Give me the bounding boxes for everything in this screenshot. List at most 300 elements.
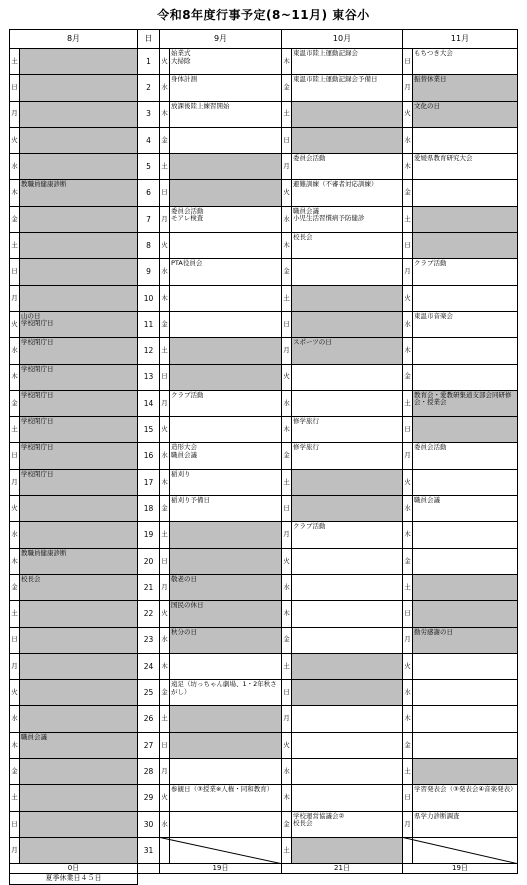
weekday-nov xyxy=(403,837,413,863)
weekday-oct: 日 xyxy=(282,496,292,522)
weekday-oct: 火 xyxy=(282,732,292,758)
event-aug xyxy=(20,311,138,337)
weekday-sep: 月 xyxy=(160,574,170,600)
event-sep xyxy=(170,49,282,75)
event-aug xyxy=(20,548,138,574)
event-nov xyxy=(413,680,518,706)
event-nov xyxy=(413,785,518,811)
weekday-sep: 土 xyxy=(160,338,170,364)
day-row xyxy=(10,206,518,232)
weekday-nov: 火 xyxy=(403,101,413,127)
event-text: 敬老の日 xyxy=(171,574,197,583)
weekday-nov: 土 xyxy=(403,390,413,416)
event-nov xyxy=(413,180,518,206)
weekday-aug: 月 xyxy=(10,469,20,495)
event-sep xyxy=(170,285,282,311)
event-text: 委員会活動 xyxy=(293,154,326,163)
event-text: 学校閉庁日 xyxy=(21,364,54,373)
weekday-oct: 木 xyxy=(282,233,292,259)
weekday-aug: 火 xyxy=(10,311,20,337)
event-oct xyxy=(292,443,403,469)
event-nov xyxy=(413,627,518,653)
day-row xyxy=(10,653,518,679)
event-aug xyxy=(20,417,138,443)
event-text: 文化の日 xyxy=(414,101,440,110)
day-row xyxy=(10,259,518,285)
weekday-sep: 木 xyxy=(160,285,170,311)
event-text: 県学力診断調査 xyxy=(414,811,460,820)
event-nov xyxy=(413,759,518,785)
event-oct xyxy=(292,680,403,706)
weekday-aug: 月 xyxy=(10,837,20,863)
day-number: 23 xyxy=(138,627,160,653)
day-row xyxy=(10,75,518,101)
event-text: 校長会 xyxy=(21,574,41,583)
event-aug xyxy=(20,627,138,653)
day-number: 31 xyxy=(138,837,160,863)
weekday-oct: 水 xyxy=(282,574,292,600)
event-sep xyxy=(170,417,282,443)
event-oct xyxy=(292,49,403,75)
weekday-nov: 火 xyxy=(403,469,413,495)
weekday-oct: 日 xyxy=(282,311,292,337)
event-aug xyxy=(20,601,138,627)
event-nov xyxy=(413,496,518,522)
weekday-sep: 火 xyxy=(160,417,170,443)
event-oct xyxy=(292,311,403,337)
day-number: 29 xyxy=(138,785,160,811)
weekday-aug: 金 xyxy=(10,390,20,416)
event-sep xyxy=(170,311,282,337)
weekday-nov: 金 xyxy=(403,732,413,758)
weekday-oct: 土 xyxy=(282,653,292,679)
weekday-nov: 日 xyxy=(403,601,413,627)
weekday-oct: 日 xyxy=(282,127,292,153)
weekday-aug: 土 xyxy=(10,49,20,75)
total-nov: 19日 xyxy=(403,864,518,874)
weekday-sep: 月 xyxy=(160,206,170,232)
event-nov xyxy=(413,338,518,364)
event-sep xyxy=(170,206,282,232)
day-row xyxy=(10,285,518,311)
event-sep xyxy=(170,759,282,785)
weekday-aug: 火 xyxy=(10,496,20,522)
weekday-sep: 土 xyxy=(160,154,170,180)
event-text: 稲刈り予備日 xyxy=(171,496,210,505)
event-sep xyxy=(170,574,282,600)
event-sep xyxy=(170,522,282,548)
event-text: 教育会・愛教研集道支部会同研修会・授業会 xyxy=(414,390,512,407)
event-nov xyxy=(413,285,518,311)
weekday-oct: 火 xyxy=(282,364,292,390)
event-aug xyxy=(20,127,138,153)
event-sep xyxy=(170,259,282,285)
day-row xyxy=(10,127,518,153)
event-text: 始業式 大掃除 xyxy=(171,49,191,65)
weekday-nov: 月 xyxy=(403,443,413,469)
event-sep xyxy=(170,653,282,679)
day-row xyxy=(10,759,518,785)
weekday-sep: 日 xyxy=(160,548,170,574)
day-row xyxy=(10,417,518,443)
weekday-nov: 木 xyxy=(403,706,413,732)
weekday-nov: 日 xyxy=(403,417,413,443)
weekday-nov: 火 xyxy=(403,653,413,679)
event-oct xyxy=(292,627,403,653)
weekday-oct: 金 xyxy=(282,627,292,653)
event-sep xyxy=(170,680,282,706)
weekday-nov: 月 xyxy=(403,259,413,285)
note-spacer xyxy=(138,874,518,885)
weekday-sep: 火 xyxy=(160,233,170,259)
weekday-nov: 土 xyxy=(403,574,413,600)
weekday-oct: 木 xyxy=(282,785,292,811)
weekday-sep: 金 xyxy=(160,496,170,522)
event-oct xyxy=(292,233,403,259)
event-aug xyxy=(20,285,138,311)
event-sep xyxy=(170,101,282,127)
weekday-nov: 木 xyxy=(403,338,413,364)
weekday-sep: 木 xyxy=(160,101,170,127)
event-nov xyxy=(413,469,518,495)
weekday-nov: 月 xyxy=(403,75,413,101)
weekday-nov: 日 xyxy=(403,49,413,75)
event-text: 愛媛県教育研究大会 xyxy=(414,154,473,163)
page-title: 令和8年度行事予定(8~11月) 東谷小 xyxy=(157,8,370,22)
weekday-nov: 水 xyxy=(403,680,413,706)
weekday-sep: 日 xyxy=(160,732,170,758)
event-text: 参観日（③授業※人権・同和教育） xyxy=(171,785,274,794)
totals-row xyxy=(10,864,518,874)
day-number: 16 xyxy=(138,443,160,469)
event-aug xyxy=(20,443,138,469)
weekday-aug: 土 xyxy=(10,417,20,443)
weekday-sep: 水 xyxy=(160,811,170,837)
weekday-aug: 土 xyxy=(10,233,20,259)
event-nov xyxy=(413,233,518,259)
weekday-oct: 月 xyxy=(282,338,292,364)
weekday-sep: 金 xyxy=(160,311,170,337)
weekday-aug: 火 xyxy=(10,680,20,706)
weekday-nov: 月 xyxy=(403,627,413,653)
weekday-nov: 土 xyxy=(403,206,413,232)
weekday-oct: 水 xyxy=(282,759,292,785)
event-aug xyxy=(20,522,138,548)
day-number: 18 xyxy=(138,496,160,522)
weekday-aug: 金 xyxy=(10,206,20,232)
weekday-oct: 火 xyxy=(282,180,292,206)
weekday-aug: 月 xyxy=(10,101,20,127)
event-aug xyxy=(20,574,138,600)
schedule-table xyxy=(9,29,518,885)
event-nov xyxy=(413,706,518,732)
event-oct xyxy=(292,469,403,495)
event-aug xyxy=(20,653,138,679)
event-oct xyxy=(292,522,403,548)
event-text: 修学旅行 xyxy=(293,443,319,452)
day-number: 26 xyxy=(138,706,160,732)
event-aug xyxy=(20,180,138,206)
total-aug: 0日 xyxy=(10,864,138,874)
weekday-oct: 土 xyxy=(282,837,292,863)
weekday-oct: 木 xyxy=(282,601,292,627)
event-text: 教職員健康診断 xyxy=(21,180,67,189)
event-text: クラブ活動 xyxy=(414,259,447,268)
event-aug xyxy=(20,364,138,390)
day-number: 14 xyxy=(138,390,160,416)
event-oct xyxy=(292,759,403,785)
event-oct xyxy=(292,206,403,232)
weekday-aug: 日 xyxy=(10,259,20,285)
event-sep xyxy=(170,601,282,627)
event-oct xyxy=(292,811,403,837)
weekday-oct: 土 xyxy=(282,469,292,495)
weekday-oct: 月 xyxy=(282,154,292,180)
event-aug xyxy=(20,390,138,416)
event-nov xyxy=(413,443,518,469)
event-nov xyxy=(413,574,518,600)
event-text: 勤労感謝の日 xyxy=(414,627,453,636)
weekday-oct: 火 xyxy=(282,548,292,574)
weekday-oct: 金 xyxy=(282,259,292,285)
day-number: 17 xyxy=(138,469,160,495)
event-text: 稲刈り xyxy=(171,469,191,478)
day-row xyxy=(10,785,518,811)
event-sep xyxy=(170,443,282,469)
weekday-aug: 月 xyxy=(10,653,20,679)
event-aug xyxy=(20,785,138,811)
header-september: 9月 xyxy=(160,30,282,49)
weekday-sep: 土 xyxy=(160,522,170,548)
day-row xyxy=(10,180,518,206)
event-text: 身体計測 xyxy=(171,75,197,84)
event-nov xyxy=(413,49,518,75)
event-nov xyxy=(413,311,518,337)
event-oct xyxy=(292,837,403,863)
day-number: 11 xyxy=(138,311,160,337)
event-text: 委員会活動 xyxy=(414,443,447,452)
day-row xyxy=(10,601,518,627)
day-number: 28 xyxy=(138,759,160,785)
event-aug xyxy=(20,101,138,127)
weekday-sep: 土 xyxy=(160,706,170,732)
day-row xyxy=(10,233,518,259)
day-number: 1 xyxy=(138,49,160,75)
day-row xyxy=(10,522,518,548)
event-nov xyxy=(413,417,518,443)
weekday-aug: 木 xyxy=(10,732,20,758)
event-nov xyxy=(413,732,518,758)
event-sep xyxy=(170,180,282,206)
day-number: 9 xyxy=(138,259,160,285)
event-oct xyxy=(292,601,403,627)
weekday-sep: 火 xyxy=(160,49,170,75)
day-row xyxy=(10,364,518,390)
event-oct xyxy=(292,259,403,285)
event-text: クラブ活動 xyxy=(293,522,326,531)
event-text: 職員会議 小児生活習慣病予防健診 xyxy=(293,206,365,223)
weekday-aug: 日 xyxy=(10,811,20,837)
event-nov xyxy=(413,390,518,416)
event-nov xyxy=(413,837,518,863)
event-sep xyxy=(170,390,282,416)
event-text: 修学旅行 xyxy=(293,417,319,426)
event-nov xyxy=(413,101,518,127)
event-aug xyxy=(20,233,138,259)
weekday-sep: 木 xyxy=(160,653,170,679)
event-sep xyxy=(170,837,282,863)
event-aug xyxy=(20,154,138,180)
event-aug xyxy=(20,259,138,285)
weekday-aug: 日 xyxy=(10,75,20,101)
weekday-oct: 水 xyxy=(282,206,292,232)
day-row xyxy=(10,469,518,495)
event-text: 委員会活動 モアレ検査 xyxy=(171,206,204,223)
event-text: 放課後陸上練習開始 xyxy=(171,101,230,110)
event-text: 東温市陸上運動記録会 xyxy=(293,49,358,57)
totals-spacer xyxy=(138,864,160,874)
event-sep xyxy=(170,75,282,101)
day-number: 2 xyxy=(138,75,160,101)
day-row xyxy=(10,732,518,758)
header-november: 11月 xyxy=(403,30,518,49)
weekday-sep: 日 xyxy=(160,364,170,390)
event-text: 校長会 xyxy=(293,233,313,242)
event-oct xyxy=(292,154,403,180)
weekday-nov: 金 xyxy=(403,180,413,206)
weekday-sep xyxy=(160,837,170,863)
day-row xyxy=(10,49,518,75)
event-text: 学校運営協議会② 校長会 xyxy=(293,811,345,828)
weekday-aug: 木 xyxy=(10,364,20,390)
weekday-nov: 木 xyxy=(403,154,413,180)
weekday-aug: 土 xyxy=(10,785,20,811)
header-day: 日 xyxy=(138,30,160,49)
event-oct xyxy=(292,732,403,758)
event-oct xyxy=(292,127,403,153)
day-number: 5 xyxy=(138,154,160,180)
event-oct xyxy=(292,653,403,679)
event-text: 教職員健康診断 xyxy=(21,548,67,557)
event-oct xyxy=(292,338,403,364)
day-number: 4 xyxy=(138,127,160,153)
day-number: 10 xyxy=(138,285,160,311)
event-nov xyxy=(413,259,518,285)
day-row xyxy=(10,706,518,732)
event-text: 山の日 学校閉庁日 xyxy=(21,311,54,328)
event-oct xyxy=(292,417,403,443)
event-sep xyxy=(170,469,282,495)
day-number: 7 xyxy=(138,206,160,232)
day-row xyxy=(10,101,518,127)
event-oct xyxy=(292,75,403,101)
day-number: 20 xyxy=(138,548,160,574)
event-nov xyxy=(413,653,518,679)
event-text: 学校閉庁日 xyxy=(21,417,54,426)
day-number: 13 xyxy=(138,364,160,390)
event-oct xyxy=(292,364,403,390)
day-number: 12 xyxy=(138,338,160,364)
weekday-aug: 日 xyxy=(10,627,20,653)
day-row xyxy=(10,680,518,706)
event-text: 国民の休日 xyxy=(171,601,204,610)
weekday-oct: 土 xyxy=(282,285,292,311)
weekday-nov: 水 xyxy=(403,311,413,337)
day-row xyxy=(10,390,518,416)
event-sep xyxy=(170,496,282,522)
event-text: 造形大会 職員会議 xyxy=(171,443,197,459)
event-nov xyxy=(413,548,518,574)
event-oct xyxy=(292,548,403,574)
event-nov xyxy=(413,601,518,627)
day-number: 25 xyxy=(138,680,160,706)
event-oct xyxy=(292,101,403,127)
event-oct xyxy=(292,496,403,522)
day-row xyxy=(10,311,518,337)
header-october: 10月 xyxy=(282,30,403,49)
day-number: 6 xyxy=(138,180,160,206)
event-oct xyxy=(292,785,403,811)
weekday-sep: 火 xyxy=(160,601,170,627)
weekday-aug: 土 xyxy=(10,601,20,627)
day-number: 27 xyxy=(138,732,160,758)
day-row xyxy=(10,443,518,469)
event-text: 学習発表会（③発表会④音楽発表） xyxy=(414,785,517,794)
event-nov xyxy=(413,154,518,180)
weekday-nov: 日 xyxy=(403,233,413,259)
weekday-oct: 水 xyxy=(282,390,292,416)
day-row xyxy=(10,154,518,180)
weekday-aug: 月 xyxy=(10,285,20,311)
day-number: 3 xyxy=(138,101,160,127)
event-nov xyxy=(413,811,518,837)
weekday-aug: 水 xyxy=(10,706,20,732)
weekday-sep: 日 xyxy=(160,180,170,206)
weekday-aug: 金 xyxy=(10,574,20,600)
event-text: 職員会議 xyxy=(21,732,47,741)
day-row xyxy=(10,837,518,863)
weekday-sep: 月 xyxy=(160,759,170,785)
weekday-aug: 水 xyxy=(10,338,20,364)
weekday-aug: 金 xyxy=(10,759,20,785)
event-aug xyxy=(20,49,138,75)
day-row xyxy=(10,496,518,522)
weekday-sep: 火 xyxy=(160,785,170,811)
weekday-nov: 木 xyxy=(403,522,413,548)
event-oct xyxy=(292,390,403,416)
day-number: 15 xyxy=(138,417,160,443)
day-number: 8 xyxy=(138,233,160,259)
weekday-oct: 日 xyxy=(282,680,292,706)
weekday-nov: 金 xyxy=(403,364,413,390)
weekday-nov: 水 xyxy=(403,127,413,153)
weekday-sep: 水 xyxy=(160,627,170,653)
total-sep: 19日 xyxy=(160,864,282,874)
event-text: クラブ活動 xyxy=(171,390,204,399)
event-sep xyxy=(170,732,282,758)
event-aug xyxy=(20,680,138,706)
weekday-nov: 月 xyxy=(403,811,413,837)
weekday-aug: 火 xyxy=(10,127,20,153)
event-aug xyxy=(20,338,138,364)
weekday-sep: 水 xyxy=(160,443,170,469)
weekday-oct: 金 xyxy=(282,75,292,101)
event-text: 振替休業日 xyxy=(414,75,447,84)
weekday-aug: 日 xyxy=(10,443,20,469)
event-text: 学校閉庁日 xyxy=(21,390,54,399)
weekday-aug: 水 xyxy=(10,522,20,548)
event-oct xyxy=(292,574,403,600)
